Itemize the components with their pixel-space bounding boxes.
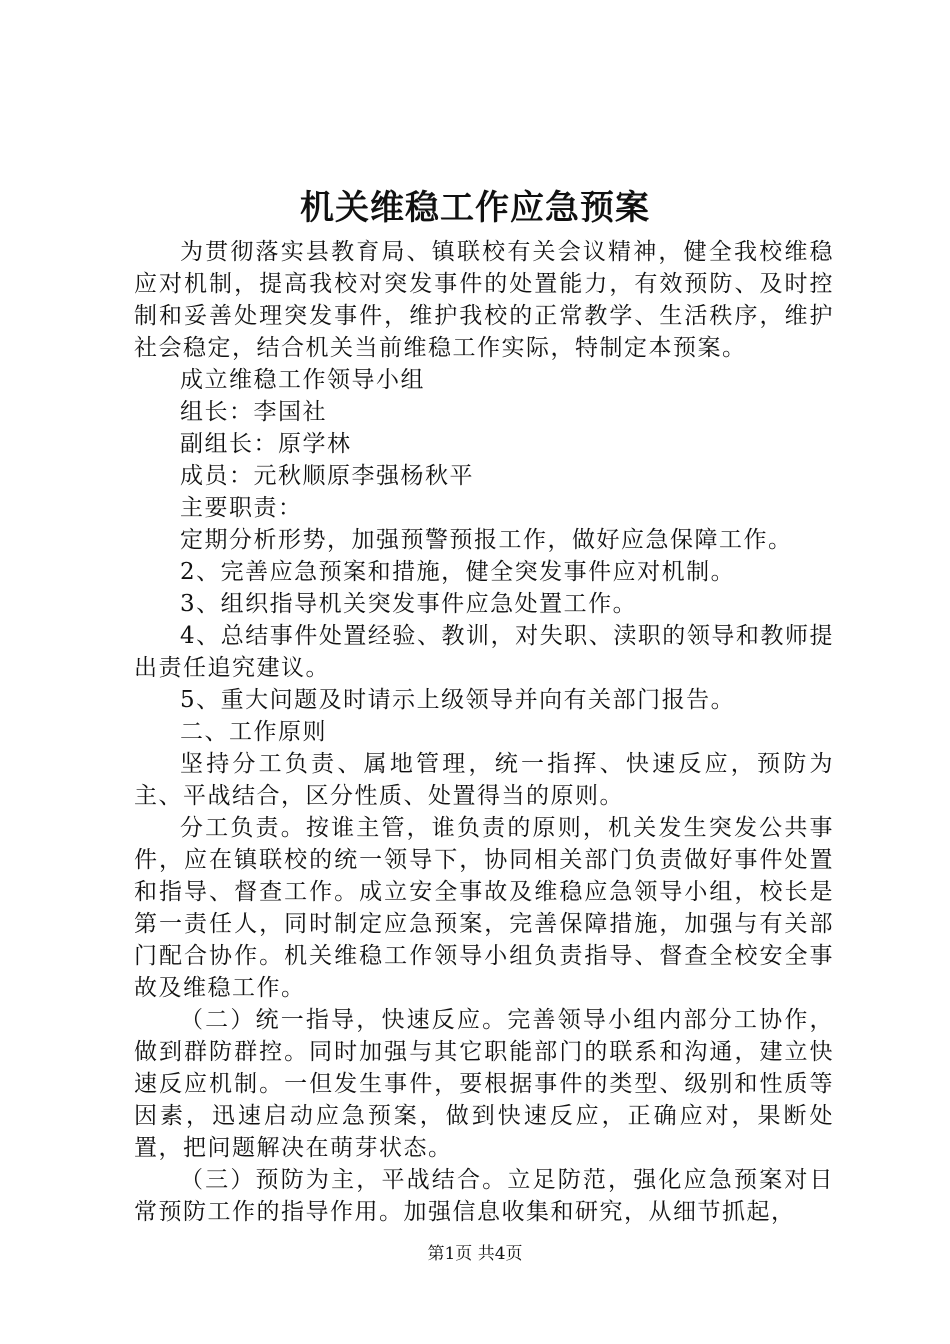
paragraph-principle-2: （二）统一指导，快速反应。完善领导小组内部分工协作，做到群防群控。同时加强与其它职能部门的联系和沟通，建立快速反应机制。一但发生事件，要根据事件的类型、级别和性质等因素，迅速启动应急预案，做到快速反应，正确应对，果断处置，把问题解决在萌芽状态。 [134, 1007, 834, 1161]
paragraph-principles-heading: 二、工作原则 [180, 719, 327, 745]
paragraph-intro: 为贯彻落实县教育局、镇联校有关会议精神，健全我校维稳应对机制，提高我校对突发事件的处置能力，有效预防、及时控制和妥善处理突发事件，维护我校的正常教学、生活秩序，维护社会稳定，结合机关当前维稳工作实际，特制定本预案。 [134, 239, 834, 361]
paragraph-duty-3: 3、组织指导机关突发事件应急处置工作。 [180, 591, 638, 617]
paragraph-deputy-leader: 副组长：原学林 [180, 431, 352, 457]
paragraph-members: 成员：元秋顺原李强杨秋平 [180, 463, 474, 489]
paragraph-duty-2: 2、完善应急预案和措施，健全突发事件应对机制。 [180, 559, 736, 585]
paragraph-principle-1: 分工负责。按谁主管，谁负责的原则，机关发生突发公共事件，应在镇联校的统一领导下，协同相关部门负责做好事件处置和指导、督查工作。成立安全事故及维稳应急领导小组，校长是第一责任人，同时制定应急预案，完善保障措施，加强与有关部门配合协作。机关维稳工作领导小组负责指导、督查全校安全事故及维稳工作。 [134, 815, 834, 1001]
paragraph-duties-heading: 主要职责： [180, 495, 303, 521]
paragraph-principles-summary: 坚持分工负责、属地管理，统一指挥、快速反应，预防为主、平战结合，区分性质、处置得当的原则。 [134, 751, 834, 809]
paragraph-duty-4: 4、总结事件处置经验、教训，对失职、渎职的领导和教师提出责任追究建议。 [134, 623, 834, 681]
page-number-footer: 第1页 共4页 [427, 1244, 523, 1264]
document-title: 机关维稳工作应急预案 [300, 188, 650, 228]
paragraph-duty-5: 5、重大问题及时请示上级领导并向有关部门报告。 [180, 687, 736, 713]
paragraph-principle-3: （三）预防为主，平战结合。立足防范，强化应急预案对日常预防工作的指导作用。加强信息收集和研究，从细节抓起， [134, 1167, 834, 1225]
document-body [134, 236, 834, 1228]
paragraph-duty-1: 定期分析形势，加强预警预报工作，做好应急保障工作。 [180, 527, 793, 553]
paragraph-group-leader: 组长：李国社 [180, 399, 327, 425]
paragraph-leadership-group: 成立维稳工作领导小组 [180, 367, 425, 393]
